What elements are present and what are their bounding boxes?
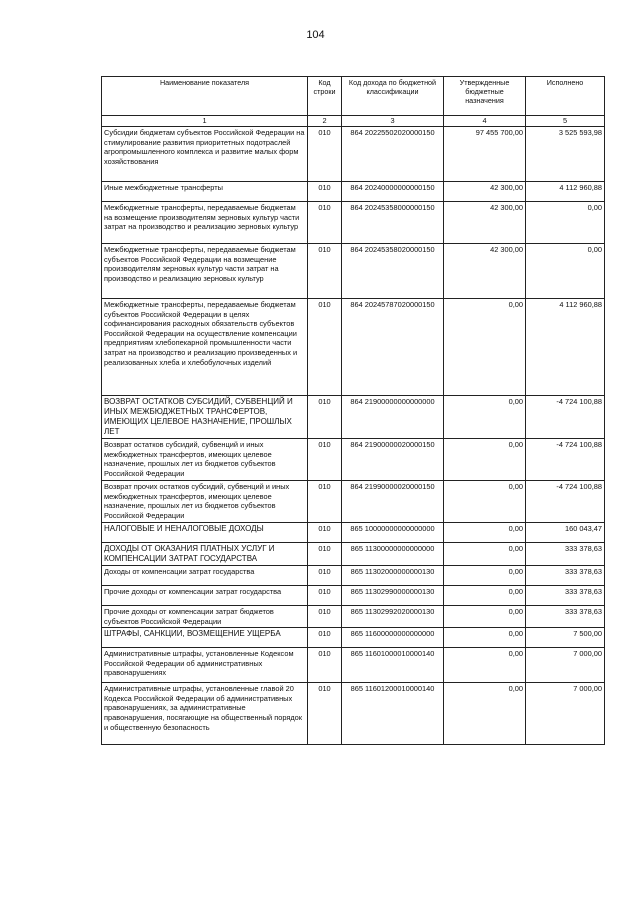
table-row <box>102 299 605 396</box>
row-executed: 333 378,63 <box>526 543 605 566</box>
row-name: Межбюджетные трансферты, передаваемые бюджетам на возмещение производителям зерновых культур части затрат на производство и реализацию зерновых культур <box>102 202 308 244</box>
table-row <box>102 628 605 648</box>
row-code: 010 <box>308 182 342 202</box>
row-executed: -4 724 100,88 <box>526 481 605 523</box>
row-classification: 865 11300000000000000 <box>342 543 444 566</box>
row-code: 010 <box>308 683 342 745</box>
row-approved: 42 300,00 <box>444 244 526 299</box>
row-name: Субсидии бюджетам субъектов Российской Федерации на стимулирование развития приоритетных подотраслей агропромышленного комплекса и развитие малых форм хозяйствования <box>102 127 308 182</box>
row-classification: 864 21900000000000000 <box>342 396 444 439</box>
page-number: 104 <box>306 29 325 41</box>
row-classification: 864 20240000000000150 <box>342 182 444 202</box>
table-row <box>102 439 605 481</box>
table-row <box>102 244 605 299</box>
row-name: ДОХОДЫ ОТ ОКАЗАНИЯ ПЛАТНЫХ УСЛУГ И КОМПЕНСАЦИИ ЗАТРАТ ГОСУДАРСТВА <box>102 543 308 566</box>
row-name: Прочие доходы от компенсации затрат государства <box>102 586 308 606</box>
row-classification: 864 20245787020000150 <box>342 299 444 396</box>
row-approved: 0,00 <box>444 586 526 606</box>
row-code: 010 <box>308 523 342 543</box>
row-classification: 864 21900000020000150 <box>342 439 444 481</box>
row-code: 010 <box>308 543 342 566</box>
row-executed: 333 378,63 <box>526 606 605 628</box>
row-name: ШТРАФЫ, САНКЦИИ, ВОЗМЕЩЕНИЕ УЩЕРБА <box>102 628 308 648</box>
row-name: НАЛОГОВЫЕ И НЕНАЛОГОВЫЕ ДОХОДЫ <box>102 523 308 543</box>
header-name: Наименование показателя <box>102 77 308 116</box>
row-classification: 865 11600000000000000 <box>342 628 444 648</box>
row-executed: 4 112 960,88 <box>526 182 605 202</box>
row-code: 010 <box>308 439 342 481</box>
row-approved: 0,00 <box>444 396 526 439</box>
table-row <box>102 127 605 182</box>
row-classification: 864 20225502020000150 <box>342 127 444 182</box>
table-row <box>102 523 605 543</box>
header-executed: Исполнено <box>526 77 605 116</box>
row-approved: 42 300,00 <box>444 182 526 202</box>
row-classification: 864 20245358000000150 <box>342 202 444 244</box>
table-body <box>102 127 605 745</box>
row-executed: 333 378,63 <box>526 566 605 586</box>
row-approved: 0,00 <box>444 481 526 523</box>
row-code: 010 <box>308 648 342 683</box>
row-code: 010 <box>308 396 342 439</box>
table-row <box>102 648 605 683</box>
column-number: 4 <box>444 116 526 127</box>
row-code: 010 <box>308 566 342 586</box>
row-name: ВОЗВРАТ ОСТАТКОВ СУБСИДИЙ, СУБВЕНЦИЙ И ИНЫХ МЕЖБЮДЖЕТНЫХ ТРАНСФЕРТОВ, ИМЕЮЩИХ ЦЕЛЕВОЕ НАЗНАЧЕНИЕ, ПРОШЛЫХ ЛЕТ <box>102 396 308 439</box>
row-code: 010 <box>308 127 342 182</box>
header-approved: Утвержденные бюджетные назначения <box>444 77 526 116</box>
row-executed: 7 000,00 <box>526 648 605 683</box>
table-row <box>102 586 605 606</box>
income-report-table <box>101 76 605 745</box>
row-executed: 4 112 960,88 <box>526 299 605 396</box>
row-approved: 0,00 <box>444 299 526 396</box>
table-row <box>102 683 605 745</box>
row-executed: 3 525 593,98 <box>526 127 605 182</box>
row-classification: 864 21990000020000150 <box>342 481 444 523</box>
column-number: 3 <box>342 116 444 127</box>
header-classification: Код дохода по бюджетной классификации <box>342 77 444 116</box>
column-number: 2 <box>308 116 342 127</box>
row-code: 010 <box>308 299 342 396</box>
table-row <box>102 481 605 523</box>
row-executed: 7 500,00 <box>526 628 605 648</box>
row-code: 010 <box>308 628 342 648</box>
row-name: Иные межбюджетные трансферты <box>102 182 308 202</box>
row-name: Доходы от компенсации затрат государства <box>102 566 308 586</box>
row-name: Межбюджетные трансферты, передаваемые бюджетам субъектов Российской Федерации в целях софинансирования расходных обязательств субъектов Российской Федерации на осуществление компенсации предприятиям хлебопекарной промышленности части затрат на производство и реализацию произведенных и реализованных хлеба и хлебобулочных изделий <box>102 299 308 396</box>
row-classification: 865 11302000000000130 <box>342 566 444 586</box>
table-row <box>102 182 605 202</box>
row-classification: 865 11601000010000140 <box>342 648 444 683</box>
row-approved: 42 300,00 <box>444 202 526 244</box>
row-name: Возврат прочих остатков субсидий, субвенций и иных межбюджетных трансфертов, имеющих целевое назначение, прошлых лет из бюджетов субъектов Российской Федерации <box>102 481 308 523</box>
header-code: Код строки <box>308 77 342 116</box>
row-name: Прочие доходы от компенсации затрат бюджетов субъектов Российской Федерации <box>102 606 308 628</box>
row-name: Административные штрафы, установленные главой 20 Кодекса Российской Федерации об административных правонарушениях, за административные правонарушения, посягающие на общественный порядок и общественную безопасность <box>102 683 308 745</box>
row-executed: 160 043,47 <box>526 523 605 543</box>
table-row <box>102 202 605 244</box>
row-classification: 865 11302990000000130 <box>342 586 444 606</box>
row-classification: 865 11302992020000130 <box>342 606 444 628</box>
row-approved: 0,00 <box>444 543 526 566</box>
column-numbers-row <box>102 116 605 127</box>
row-approved: 0,00 <box>444 648 526 683</box>
row-code: 010 <box>308 202 342 244</box>
row-name: Возврат остатков субсидий, субвенций и иных межбюджетных трансфертов, имеющих целевое назначение, прошлых лет из бюджетов субъектов Российской Федерации <box>102 439 308 481</box>
row-executed: 333 378,63 <box>526 586 605 606</box>
table-row <box>102 606 605 628</box>
row-approved: 0,00 <box>444 683 526 745</box>
row-name: Межбюджетные трансферты, передаваемые бюджетам субъектов Российской Федерации на возмещение производителям зерновых культур части затрат на производство и реализацию зерновых культур <box>102 244 308 299</box>
table-row <box>102 566 605 586</box>
row-executed: -4 724 100,88 <box>526 396 605 439</box>
row-approved: 0,00 <box>444 439 526 481</box>
row-code: 010 <box>308 244 342 299</box>
row-classification: 865 10000000000000000 <box>342 523 444 543</box>
row-executed: -4 724 100,88 <box>526 439 605 481</box>
table-row <box>102 543 605 566</box>
row-code: 010 <box>308 586 342 606</box>
row-code: 010 <box>308 606 342 628</box>
table-row <box>102 396 605 439</box>
column-number: 1 <box>102 116 308 127</box>
row-approved: 97 455 700,00 <box>444 127 526 182</box>
row-executed: 7 000,00 <box>526 683 605 745</box>
row-executed: 0,00 <box>526 202 605 244</box>
column-number: 5 <box>526 116 605 127</box>
row-executed: 0,00 <box>526 244 605 299</box>
row-classification: 864 20245358020000150 <box>342 244 444 299</box>
row-name: Административные штрафы, установленные Кодексом Российской Федерации об административных правонарушениях <box>102 648 308 683</box>
row-approved: 0,00 <box>444 628 526 648</box>
row-approved: 0,00 <box>444 523 526 543</box>
row-approved: 0,00 <box>444 566 526 586</box>
row-code: 010 <box>308 481 342 523</box>
row-approved: 0,00 <box>444 606 526 628</box>
row-classification: 865 11601200010000140 <box>342 683 444 745</box>
